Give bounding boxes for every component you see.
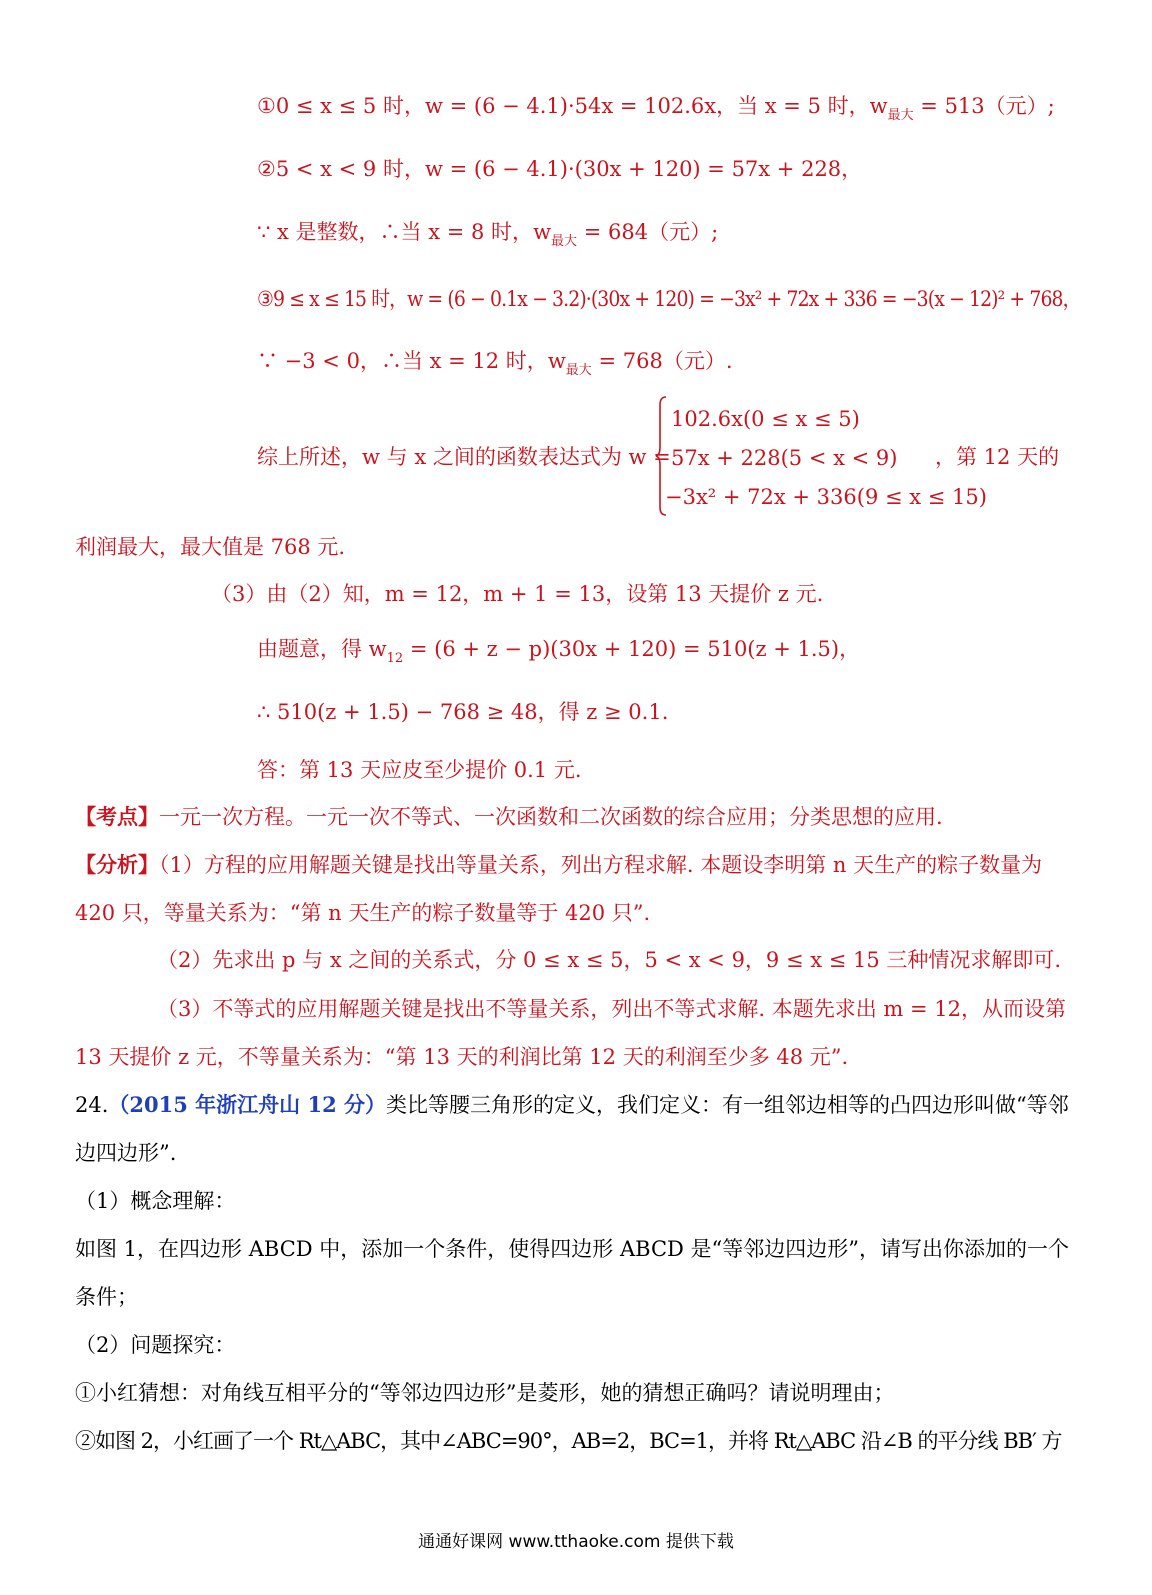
fenxi-line1 xyxy=(75,851,1042,879)
part3-line3: ∴ 510(z + 1.5) − 768 ≥ 48，得 z ≥ 0.1. xyxy=(257,700,669,724)
case1-text: ①0 ≤ x ≤ 5 时，w = (6 − 4.1)·54x = 102.6x，当 x = 5 时， xyxy=(257,94,870,118)
case1-end: = 513（元）; xyxy=(913,94,1055,118)
part2-question2: ②如图 2，小红画了一个 Rt△ABC，其中∠ABC=90°，AB=2，BC=1，并将 Rt△ABC 沿∠B 的平分线 BB′ 方 xyxy=(75,1429,1062,1453)
problem-source: （2015 年浙江舟山 12 分） xyxy=(108,1092,387,1117)
part1-line1: 如图 1，在四边形 ABCD 中，添加一个条件，使得四边形 ABCD 是“等邻边四边形”，请写出你添加的一个 xyxy=(75,1237,1069,1261)
case1-w: w xyxy=(869,94,888,118)
fenxi-line1-text: （1）方程的应用解题关键是找出等量关系，列出方程求解. 本题设李明第 n 天生产的粽子数量为 xyxy=(159,853,1043,877)
integer-line xyxy=(257,218,718,256)
kaodian-line xyxy=(75,803,943,831)
fenxi-line4: （3）不等式的应用解题关键是找出不等量关系，列出不等式求解. 本题先求出 m = 12，从而设第 xyxy=(157,997,1066,1021)
part2-question1: ①小红猜想：对角线互相平分的“等邻边四边形”是菱形，她的猜想正确吗？请说明理由； xyxy=(75,1381,895,1405)
problem-24-text1: 类比等腰三角形的定义，我们定义：有一组邻边相等的凸四边形叫做“等邻 xyxy=(386,1093,1069,1117)
negative-w: w xyxy=(547,349,566,373)
piece-2: 57x + 228(5 < x < 9) xyxy=(671,446,898,470)
kaodian-text: 一元一次方程。一元一次不等式、一次函数和二次函数的综合应用；分类思想的应用. xyxy=(159,805,943,829)
fenxi-line3: （2）先求出 p 与 x 之间的关系式，分 0 ≤ x ≤ 5，5 < x < 9，9 ≤ x ≤ 15 三种情况求解即可. xyxy=(157,948,1062,972)
piece-3: −3x² + 72x + 336(9 ≤ x ≤ 15) xyxy=(665,485,987,509)
summary-continuation: 利润最大，最大值是 768 元. xyxy=(75,535,346,559)
kaodian-tag: 【考点】 xyxy=(75,804,159,829)
problem-number: 24. xyxy=(75,1093,109,1117)
part3-line2-end: = (6 + z − p)(30x + 120) = 510(z + 1.5)， xyxy=(403,637,861,661)
part3-answer: 答：第 13 天应皮至少提价 0.1 元. xyxy=(257,758,582,782)
problem-24-line2: 边四边形”. xyxy=(75,1141,177,1165)
fenxi-line2: 420 只，等量关系为：“第 n 天生产的粽子数量等于 420 只”. xyxy=(75,901,651,925)
case1-line xyxy=(257,92,1055,130)
part3-line2-subscript: 12 xyxy=(386,651,404,666)
integer-subscript: 最大 xyxy=(551,234,578,249)
fenxi-tag: 【分析】 xyxy=(75,852,159,877)
part2-title: （2）问题探究： xyxy=(75,1333,236,1357)
part1-line2: 条件； xyxy=(75,1285,138,1309)
part3-line1: （3）由（2）知，m = 12，m + 1 = 13，设第 13 天提价 z 元. xyxy=(211,582,824,606)
integer-text: ∵ x 是整数，∴当 x = 8 时， xyxy=(257,220,534,244)
piece-1: 102.6x(0 ≤ x ≤ 5) xyxy=(671,407,860,431)
case2-line: ②5 < x < 9 时，w = (6 − 4.1)·(30x + 120) = 57x + 228， xyxy=(257,157,863,181)
fenxi-line5: 13 天提价 z 元，不等量关系为：“第 13 天的利润比第 12 天的利润至少多 48 元”. xyxy=(75,1045,849,1069)
negative-end: = 768（元）. xyxy=(591,349,733,373)
negative-line xyxy=(257,347,733,385)
negative-text: ∵ −3 < 0，∴当 x = 12 时， xyxy=(257,349,548,373)
part1-title: （1）概念理解： xyxy=(75,1189,236,1213)
problem-24-line1 xyxy=(75,1091,1069,1119)
integer-end: = 684（元）; xyxy=(577,220,719,244)
case1-subscript: 最大 xyxy=(887,108,914,123)
part3-line2 xyxy=(257,635,860,673)
negative-subscript: 最大 xyxy=(565,363,592,378)
integer-w: w xyxy=(533,220,552,244)
case3-line: ③9 ≤ x ≤ 15 时，w = (6 − 0.1x − 3.2)·(30x + 120) = −3x² + 72x + 336 = −3(x − 12)² + 768， xyxy=(257,287,1081,311)
part3-line2-text: 由题意，得 w xyxy=(257,637,387,661)
footer-credit: 通通好课网 www.tthaoke.com 提供下载 xyxy=(418,1532,734,1552)
summary-label: 综上所述，w 与 x 之间的函数表达式为 w = xyxy=(257,445,671,469)
summary-tail: ，第 12 天的 xyxy=(935,445,1060,469)
